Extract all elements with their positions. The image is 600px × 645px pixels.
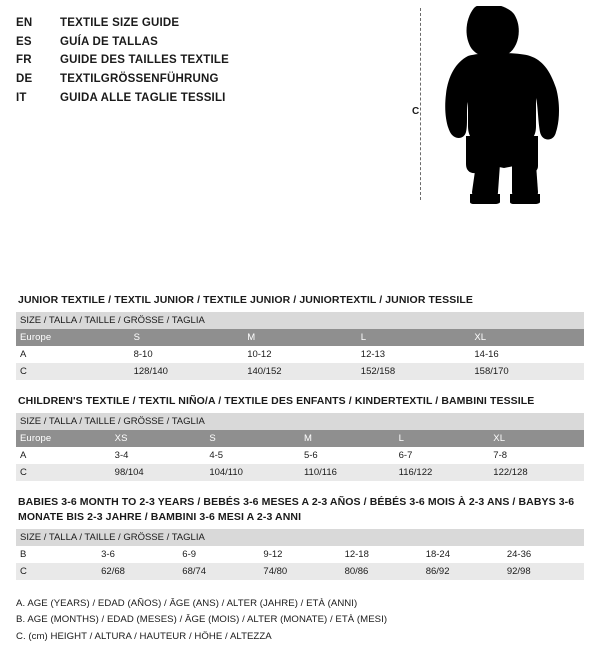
row-value: 12-13	[360, 349, 386, 361]
language-row	[16, 70, 346, 89]
language-title-list	[16, 14, 346, 107]
row-key: A	[20, 450, 27, 462]
language-title: GUIDE DES TAILLES TEXTILE	[60, 54, 229, 67]
column-header: XL	[493, 433, 506, 445]
row-key: C	[20, 565, 27, 577]
table-row	[16, 546, 584, 563]
row-value: 3-6	[101, 548, 115, 560]
row-value: 3-4	[114, 450, 129, 462]
row-value: 92/98	[506, 565, 531, 577]
section-title: CHILDREN'S TEXTILE / TEXTIL NIÑO/A / TEXTILE DES ENFANTS / KINDERTEXTIL / BAMBINI TESSILE	[18, 395, 535, 408]
row-value: 24-36	[506, 548, 532, 560]
language-code: IT	[16, 91, 27, 104]
column-header: S	[133, 332, 141, 344]
column-header: Europe	[20, 433, 52, 445]
row-value: 116/122	[398, 467, 433, 479]
row-value: 62/68	[101, 565, 125, 577]
row-key: C	[20, 467, 27, 479]
column-header: Europe	[20, 332, 52, 344]
language-code: FR	[16, 54, 32, 67]
legend-line: B. AGE (MONTHS) / EDAD (MESES) / ÂGE (MOIS) / ALTER (MONATE) / ETÀ (MESI)	[16, 614, 388, 626]
row-key: A	[20, 349, 27, 361]
row-value: 8-10	[133, 349, 153, 361]
row-value: 14-16	[474, 349, 499, 361]
table-label-row	[16, 413, 584, 430]
row-value: 12-18	[344, 548, 369, 560]
table-header-row	[16, 430, 584, 447]
legend-block	[16, 596, 584, 645]
column-header: XL	[474, 332, 487, 344]
section-title: BABIES 3-6 MONTH TO 2-3 YEARS / BEBÉS 3-6 MESES A 2-3 AÑOS / BÉBÉS 3-6 MOIS À 2-3 ANS / BABYS 3-6 MONATE BIS 2-3 JAHRE / BAMBINI 3-6 MESI A 2-3 ANNI	[18, 496, 575, 523]
size-table-junior	[16, 312, 584, 380]
language-code: EN	[16, 17, 33, 29]
row-key: B	[20, 548, 27, 560]
size-label-cell: SIZE / TALLA / TAILLE / GRÖSSE / TAGLIA	[20, 315, 205, 327]
language-code: ES	[16, 35, 32, 48]
language-title: GUIDA ALLE TAGLIE TESSILI	[60, 91, 226, 104]
size-label-cell: SIZE / TALLA / TAILLE / GRÖSSE / TAGLIA	[20, 416, 205, 428]
row-value: 5-6	[303, 450, 318, 462]
column-header: S	[209, 433, 216, 445]
row-value: 9-12	[263, 548, 283, 560]
column-header: M	[247, 332, 256, 344]
table-label-row	[16, 312, 584, 329]
row-value: 10-12	[247, 349, 272, 361]
size-table-children	[16, 413, 584, 481]
section-junior-textile	[16, 293, 584, 380]
size-label-cell: SIZE / TALLA / TAILLE / GRÖSSE / TAGLIA	[20, 531, 205, 543]
row-value: 152/158	[360, 366, 396, 378]
row-value: 128/140	[133, 366, 168, 378]
table-row	[16, 346, 584, 363]
language-title: TEXTILGRÖSSENFÜHRUNG	[60, 72, 219, 85]
column-header: L	[398, 433, 405, 445]
language-row	[16, 51, 346, 70]
section-title: JUNIOR TEXTILE / TEXTIL JUNIOR / TEXTILE JUNIOR / JUNIORTEXTIL / JUNIOR TESSILE	[18, 294, 473, 307]
language-row	[16, 14, 346, 33]
language-row	[16, 89, 346, 108]
table-row	[16, 447, 584, 464]
child-silhouette-figure	[412, 6, 582, 206]
row-value: 110/116	[303, 467, 337, 479]
column-header: L	[360, 332, 367, 344]
row-value: 6-7	[398, 450, 413, 462]
language-code: DE	[16, 72, 33, 85]
section-childrens-textile	[16, 394, 584, 481]
size-table-babies	[16, 529, 584, 580]
row-value: 80/86	[344, 565, 369, 577]
row-value: 158/170	[474, 366, 509, 378]
height-measure-label: C	[412, 106, 420, 117]
row-value: 74/80	[263, 565, 288, 577]
table-header-row	[16, 329, 584, 346]
table-row	[16, 363, 584, 380]
row-value: 7-8	[493, 450, 508, 462]
row-value: 68/74	[182, 565, 207, 577]
row-value: 18-24	[425, 548, 451, 560]
column-header: XS	[114, 433, 128, 445]
row-value: 98/104	[114, 467, 144, 479]
row-key: C	[20, 366, 27, 378]
language-row	[16, 33, 346, 52]
row-value: 122/128	[493, 467, 528, 479]
table-label-row	[16, 529, 584, 546]
column-header: M	[303, 433, 312, 445]
table-row	[16, 464, 584, 481]
row-value: 4-5	[209, 450, 224, 462]
row-value: 6-9	[182, 548, 197, 560]
row-value: 140/152	[247, 366, 282, 378]
legend-line: C. (cm) HEIGHT / ALTURA / HAUTEUR / HÖHE / ALTEZZA	[16, 630, 272, 642]
language-title: GUÍA DE TALLAS	[60, 35, 158, 48]
row-value: 104/110	[209, 467, 243, 479]
row-value: 86/92	[425, 565, 450, 577]
toddler-silhouette-icon	[438, 6, 580, 204]
language-title: TEXTILE SIZE GUIDE	[60, 17, 180, 29]
table-row	[16, 563, 584, 580]
legend-line: A. AGE (YEARS) / EDAD (AÑOS) / ÂGE (ANS) / ALTER (JAHRE) / ETÀ (ANNI)	[16, 597, 358, 609]
height-measure-line-icon	[420, 8, 421, 200]
section-babies-textile	[16, 495, 584, 579]
